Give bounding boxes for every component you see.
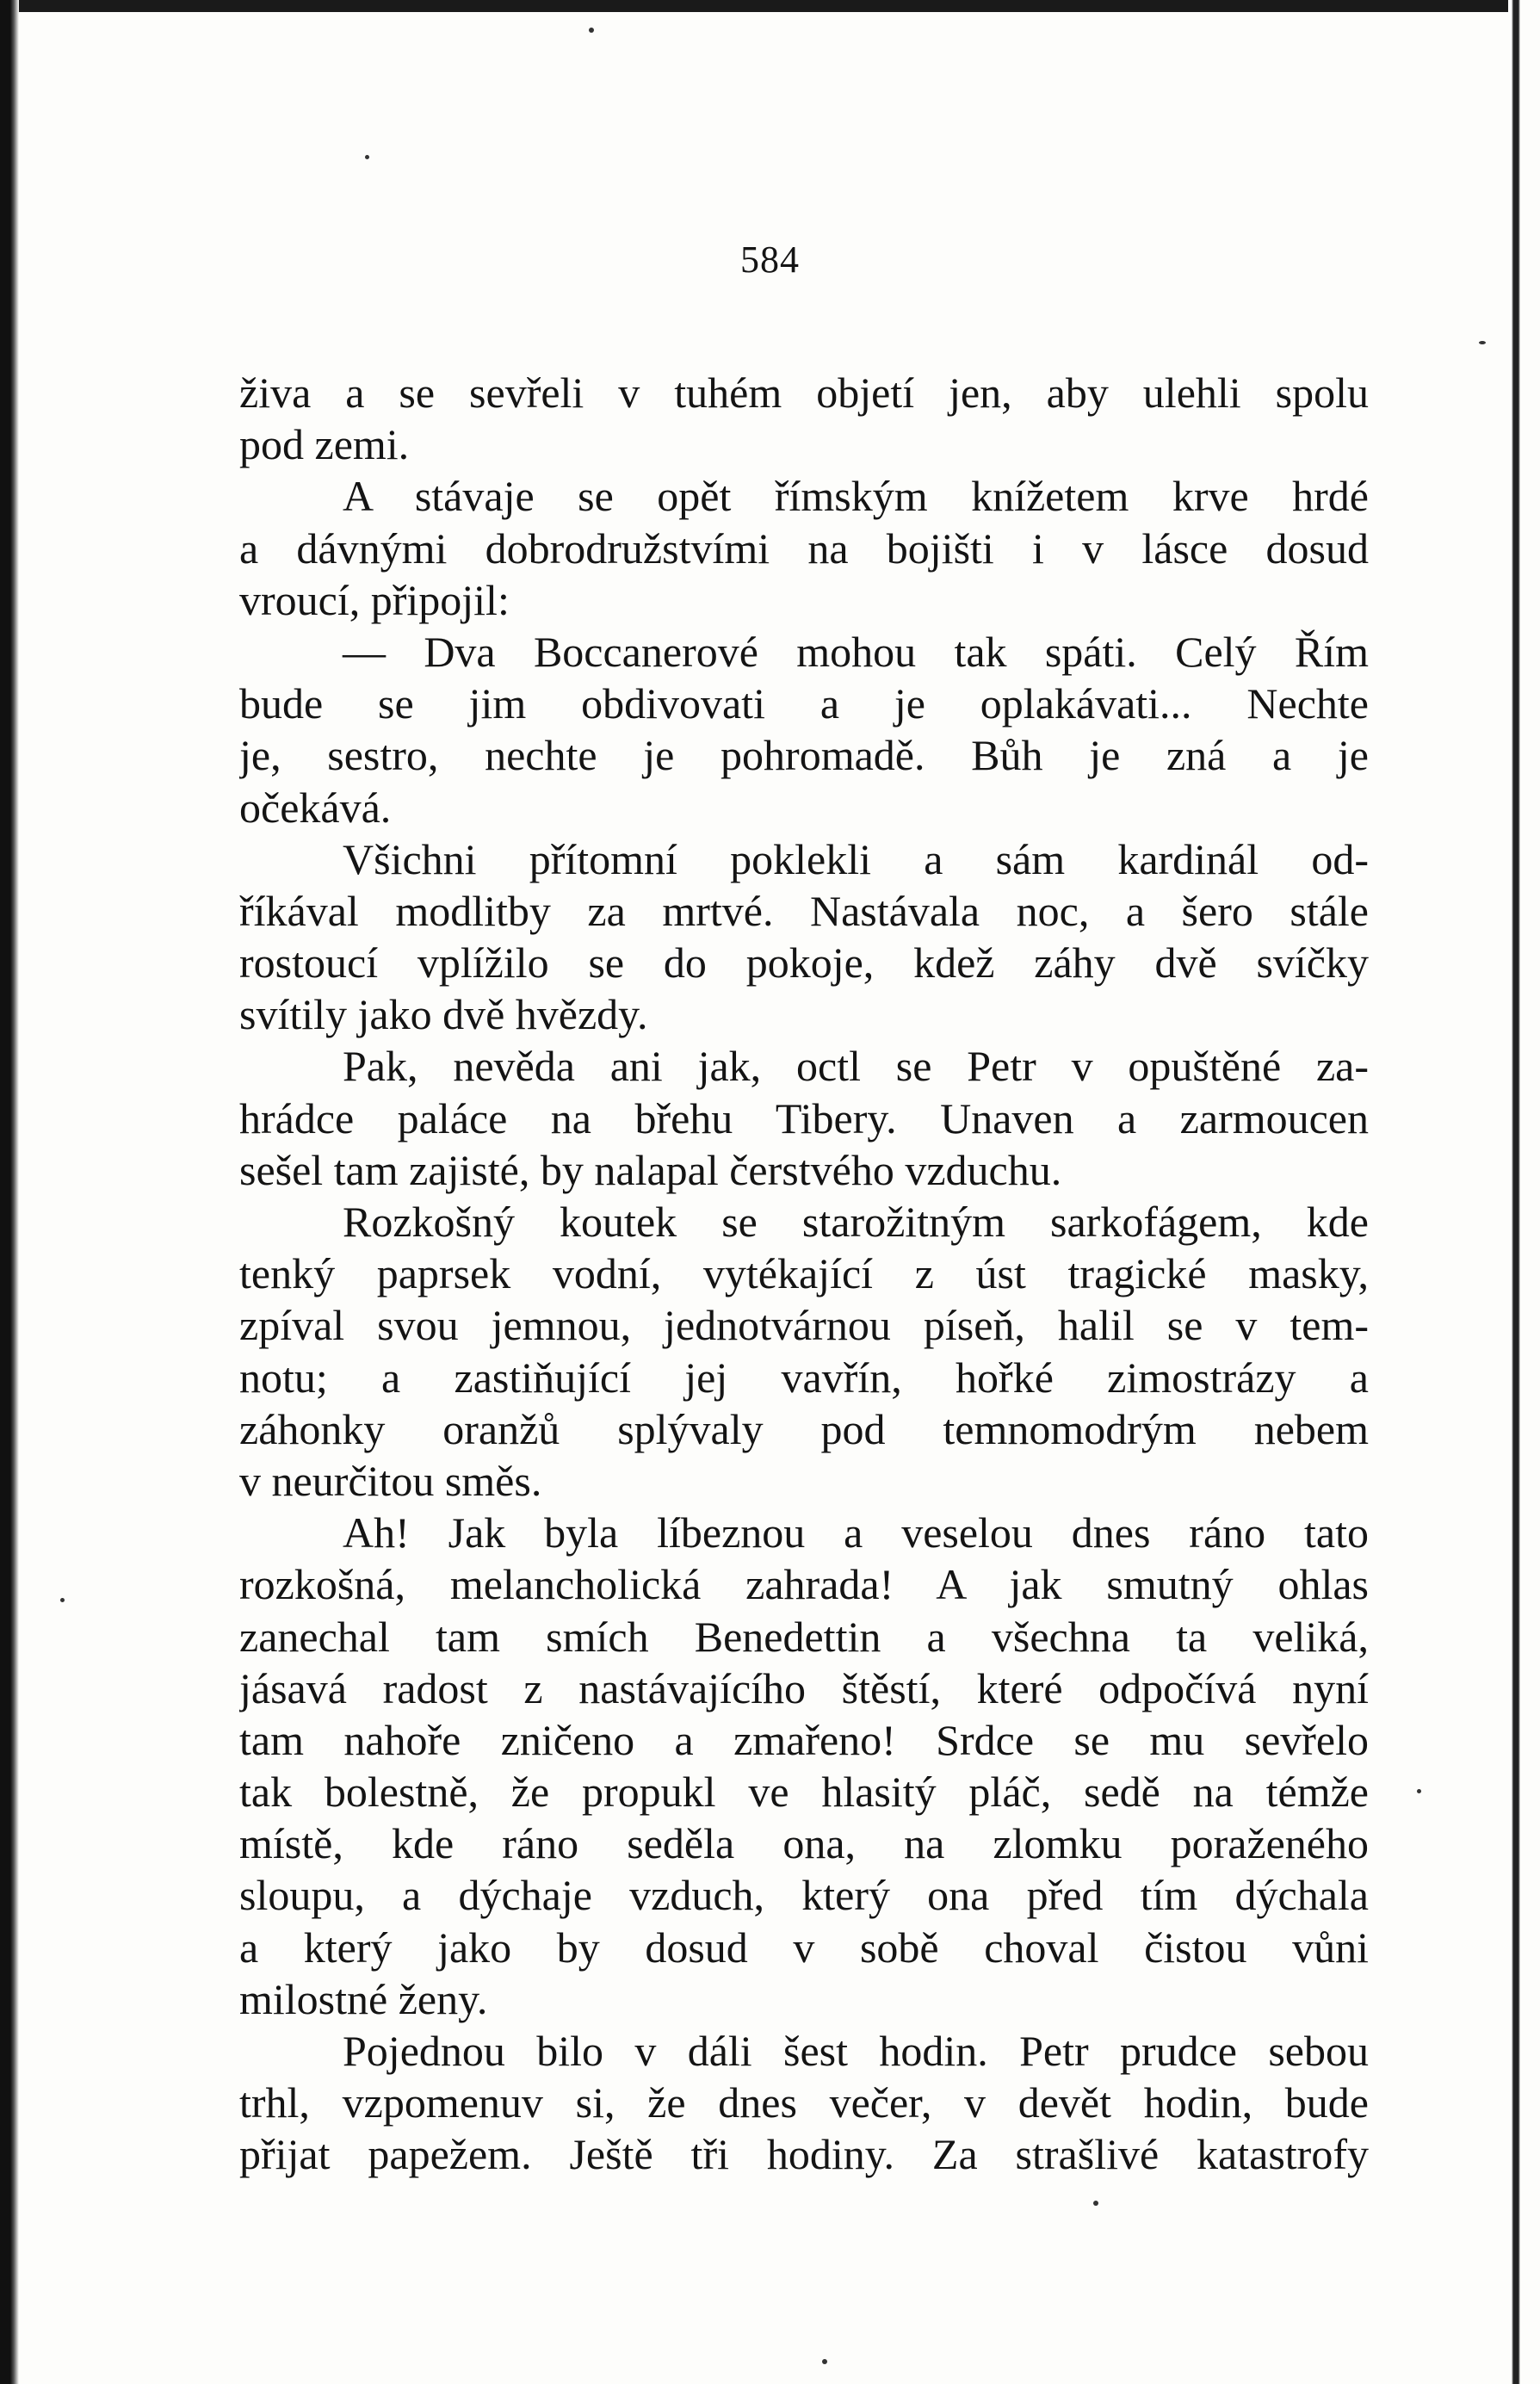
text-line: pod zemi. bbox=[239, 420, 410, 469]
scan-edge-left bbox=[0, 0, 19, 2384]
text-line: záhonky oranžů splývaly pod temnomodrým nebem bbox=[239, 1404, 1369, 1453]
text-line: — Dva Boccanerové mohou tak spáti. Celý Řím bbox=[343, 627, 1369, 676]
text-line: sešel tam zajisté, by nalapal čerstvého vzduchu. bbox=[239, 1145, 1062, 1194]
text-line: trhl, vzpomenuv si, že dnes večer, v devět hodin, bude bbox=[239, 2078, 1369, 2127]
scan-speck bbox=[1417, 1789, 1421, 1793]
text-line: tam nahoře zničeno a zmařeno! Srdce se mu sevřelo bbox=[239, 1715, 1369, 1764]
scan-speck bbox=[365, 155, 369, 159]
text-line: živa a se sevřeli v tuhém objetí jen, aby ulehli spolu bbox=[239, 368, 1369, 417]
text-line: zpíval svou jemnou, jednotvárnou píseň, halil se v tem- bbox=[239, 1301, 1369, 1350]
page-number: 584 bbox=[740, 238, 800, 281]
text-line: Pojednou bilo v dáli šest hodin. Petr prudce sebou bbox=[343, 2027, 1369, 2075]
text-line: jásavá radost z nastávajícího štěstí, které odpočívá nyní bbox=[239, 1663, 1369, 1712]
text-line: říkával modlitby za mrtvé. Nastávala noc, a šero stále bbox=[239, 886, 1369, 935]
body-text bbox=[239, 367, 1369, 2181]
scan-edge-top bbox=[0, 0, 1540, 12]
text-line: vroucí, připojil: bbox=[239, 575, 510, 624]
text-line: je, sestro, nechte je pohromadě. Bůh je zná a je bbox=[239, 731, 1369, 780]
text-line: tak bolestně, že propukl ve hlasitý pláč, sedě na témže bbox=[239, 1768, 1369, 1817]
scan-edge-right bbox=[1508, 0, 1540, 2384]
text-line: a který jako by dosud v sobě choval čistou vůni bbox=[239, 1923, 1369, 1972]
text-line: notu; a zastiňující jej vavřín, hořké zimostrázy a bbox=[239, 1353, 1369, 1402]
text-line: sloupu, a dýchaje vzduch, který ona před tím dýchala bbox=[239, 1871, 1369, 1920]
text-line: rostoucí vplížilo se do pokoje, kdež záhy dvě svíčky bbox=[239, 938, 1369, 988]
text-line: milostné ženy. bbox=[239, 1974, 488, 2023]
text-line: přijat papežem. Ještě tři hodiny. Za strašlivé katastrofy bbox=[239, 2130, 1369, 2179]
text-line: hrádce paláce na břehu Tibery. Unaven a zarmoucen bbox=[239, 1093, 1369, 1142]
scan-speck bbox=[1093, 2201, 1098, 2206]
text-line: v neurčitou směs. bbox=[239, 1456, 542, 1505]
scan-speck bbox=[60, 1598, 65, 1602]
text-line: místě, kde ráno seděla ona, na zlomku poraženého bbox=[239, 1819, 1369, 1868]
text-line: očekává. bbox=[239, 783, 392, 832]
text-line: Rozkošný koutek se starožitným sarkofágem, kde bbox=[343, 1198, 1369, 1246]
scan-speck bbox=[1479, 341, 1486, 344]
text-line: tenký paprsek vodní, vytékající z úst tragické masky, bbox=[239, 1249, 1369, 1298]
text-line: bude se jim obdivovati a je oplakávati... Nechte bbox=[239, 679, 1369, 728]
text-line: Ah! Jak byla líbeznou a veselou dnes ráno tato bbox=[343, 1508, 1369, 1557]
text-line: svítily jako dvě hvězdy. bbox=[239, 990, 648, 1039]
scan-speck bbox=[822, 2359, 827, 2364]
scan-speck bbox=[589, 28, 594, 33]
text-line: Všichni přítomní poklekli a sám kardinál od- bbox=[343, 834, 1369, 883]
text-line: A stávaje se opět římským knížetem krve hrdé bbox=[343, 472, 1369, 521]
text-line: rozkošná, melancholická zahrada! A jak smutný ohlas bbox=[239, 1560, 1369, 1609]
text-line: zanechal tam smích Benedettin a všechna ta veliká, bbox=[239, 1612, 1369, 1661]
text-line: a dávnými dobrodružstvími na bojišti i v lásce dosud bbox=[239, 523, 1369, 573]
text-line: Pak, nevěda ani jak, octl se Petr v opuštěné za- bbox=[343, 1042, 1369, 1091]
